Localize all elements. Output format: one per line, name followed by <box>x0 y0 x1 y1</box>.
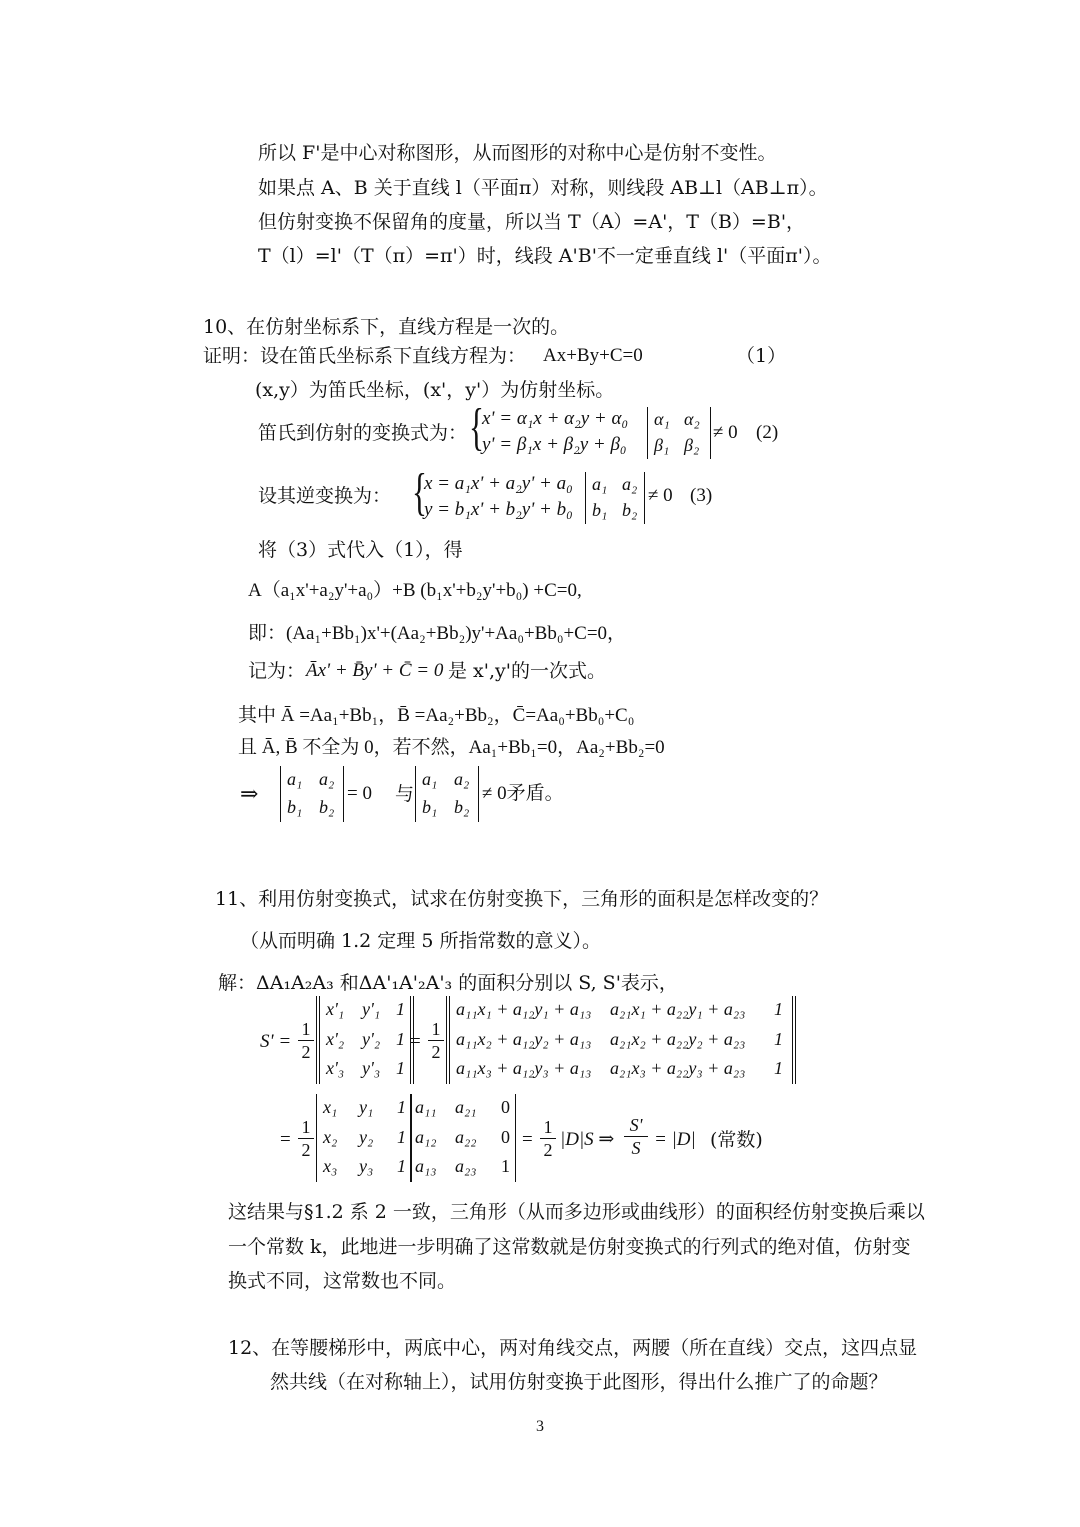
det-cell: a₂₁x₂ + a₂₂y₂ + a₂₃ <box>610 1029 746 1049</box>
det-cell: y₁ <box>359 1097 374 1117</box>
det-cell: a₁₃ <box>415 1156 437 1176</box>
problem-10-title: 10、在仿射坐标系下，直线方程是一次的。 <box>203 316 570 338</box>
area-determinant-a <box>410 1094 516 1182</box>
det-cell: y'₂ <box>362 1029 381 1049</box>
det-cell: x'₁ <box>326 999 345 1019</box>
det-cell: x'₃ <box>326 1058 345 1078</box>
problem-11-title: 11、利用仿射变换式，试求在仿射变换下，三角形的面积是怎样改变的？ <box>215 888 829 910</box>
fraction-denominator: 2 <box>543 1140 553 1160</box>
det-cell: b₁ <box>422 797 438 817</box>
fraction-numerator: 1 <box>298 1116 314 1139</box>
problem-12-line: 然共线（在对称轴上），试用仿射变换于此图形，得出什么推广了的命题？ <box>270 1371 888 1393</box>
ne-zero: ≠ 0 <box>713 422 738 443</box>
not-all-zero-line: 且 Ā, B̄ 不全为 0，若不然，Aa₁+Bb₁=0，Aa₂+Bb₂=0 <box>238 737 665 758</box>
det-cell: b₂ <box>454 797 470 817</box>
result-middle: |D|S ⇒ <box>560 1129 615 1150</box>
det-cell: 1 <box>774 1058 783 1078</box>
fraction-half <box>540 1116 556 1161</box>
det-cell: α₁ <box>654 409 670 429</box>
collected-equation: 即：(Aa₁+Bb₁)x'+(Aa₂+Bb₂)y'+Aa₀+Bb₀+C=0， <box>248 623 627 644</box>
det-cell: a₂₁ <box>455 1097 477 1117</box>
inverse-label: 设其逆变换为： <box>258 485 392 507</box>
det-cell: 1 <box>774 1029 783 1049</box>
coords-note: (x,y）为笛氏坐标，(x'，y'）为仿射坐标。 <box>255 379 615 401</box>
inverse-row-2: y = b₁x' + b₂y' + b₀ <box>424 499 573 520</box>
fraction-half <box>428 1018 444 1063</box>
fraction-denominator: 2 <box>301 1140 311 1160</box>
page-number: 3 <box>536 1418 544 1435</box>
equation-1: Ax+By+C=0 <box>543 345 643 366</box>
result-end: = |D| <box>654 1129 696 1150</box>
text-line: 将（3）式代入（1），得 <box>258 539 463 561</box>
det-cell: 1 <box>396 1029 405 1049</box>
det-cell: a₁₁x₃ + a₁₂y₃ + a₁₃ <box>456 1058 592 1078</box>
problem-11-subtitle: （从而明确 1.2 定理 5 所指常数的意义）。 <box>240 930 601 952</box>
det-cell: a₁ <box>422 769 438 789</box>
det-cell: a₁₁ <box>415 1097 437 1117</box>
det-cell: a₁ <box>287 769 303 789</box>
det-cell: 1 <box>774 999 783 1019</box>
ratio-fraction <box>624 1114 648 1159</box>
text-line: T（l）=l'（T（π）=π'）时，线段 A'B'不一定垂直线 l'（平面π'）。 <box>258 245 832 267</box>
det-cell: a₂ <box>454 769 470 789</box>
det-cell: b₂ <box>622 500 638 520</box>
inverse-determinant <box>415 766 479 822</box>
denote-equation: Āx' + B̄y' + C̄ = 0 <box>306 660 444 681</box>
det-cell: b₁ <box>287 797 303 817</box>
transform-label: 笛氏到仿射的变换式为： <box>258 422 468 444</box>
det-cell: 1 <box>397 1156 406 1176</box>
det-cell: β₂ <box>684 435 700 455</box>
fraction-numerator: 1 <box>540 1116 556 1139</box>
det-cell: 0 <box>501 1127 510 1147</box>
det-cell: b₁ <box>592 500 608 520</box>
solution-intro: 解：ΔA₁A₂A₃ 和ΔA'₁A'₂A'₃ 的面积分别以 S, S'表示， <box>218 972 678 994</box>
transform-row-2: y' = β₁x + β₂y + β₀ <box>482 434 627 455</box>
det-cell: x₁ <box>323 1097 338 1117</box>
proof-intro: 证明：设在笛氏坐标系下直线方程为： <box>203 345 527 367</box>
det-cell: a₂ <box>319 769 335 789</box>
det-cell: a₁₁x₁ + a₁₂y₁ + a₁₃ <box>456 999 592 1019</box>
denote-tail: 是 x',y'的一次式。 <box>448 660 606 682</box>
det-cell: y'₃ <box>362 1058 381 1078</box>
det-cell: y₂ <box>359 1127 374 1147</box>
ne-zero: ≠ 0 <box>648 485 673 506</box>
det-cell: 1 <box>397 1097 406 1117</box>
equation-tag: (2) <box>756 422 779 443</box>
area-determinant-x <box>316 1094 412 1182</box>
fraction-denominator: 2 <box>431 1042 441 1062</box>
det-cell: a₂₂ <box>455 1127 477 1147</box>
inverse-determinant <box>280 766 344 822</box>
area-determinant-expanded <box>446 996 796 1084</box>
fraction-half <box>298 1116 314 1161</box>
equation-tag: （1） <box>736 345 787 367</box>
inverse-row-1: x = a₁x' + a₂y' + a₀ <box>424 473 573 494</box>
equation-tag: (3) <box>690 485 713 506</box>
det-cell: a₁ <box>592 474 608 494</box>
det-cell: y₃ <box>359 1156 374 1176</box>
constant-note: (常数) <box>710 1129 763 1151</box>
conclusion-line: 这结果与§1.2 系 2 一致，三角形（从而多边形或曲线形）的面积经仿射变换后乘以 <box>228 1201 925 1223</box>
transform-row-1: x' = α₁x + α₂y + α₀ <box>482 408 629 429</box>
fraction-numerator: 1 <box>428 1018 444 1041</box>
fraction-denominator: 2 <box>301 1042 311 1062</box>
area-determinant-prime <box>316 996 414 1084</box>
ratio-numerator: S' <box>624 1114 648 1137</box>
det-cell: a₂ <box>622 474 638 494</box>
ratio-denominator: S <box>631 1138 641 1158</box>
brace-icon: { <box>468 399 484 456</box>
det-cell: 1 <box>397 1127 406 1147</box>
conclusion-line: 一个常数 k，此地进一步明确了这常数就是仿射变换式的行列式的绝对值，仿射变 <box>228 1236 911 1258</box>
text-line: 但仿射变换不保留角的度量，所以当 T（A）=A'，T（B）=B'， <box>258 211 806 233</box>
text-line: 如果点 A、B 关于直线 l（平面π）对称，则线段 AB⊥l（AB⊥π）。 <box>258 177 828 199</box>
conclusion-line: 换式不同，这常数也不同。 <box>228 1270 457 1292</box>
equals: = <box>410 1031 421 1052</box>
lhs: S' = <box>260 1031 292 1052</box>
text-line: 所以 F'是中心对称图形，从而图形的对称中心是仿射不变性。 <box>258 142 777 164</box>
det-cell: 1 <box>396 999 405 1019</box>
where-line: 其中 Ā =Aa₁+Bb₁，B̄ =Aa₂+Bb₂，C̄=Aa₀+Bb₀+C₀ <box>238 705 635 726</box>
det-cell: a₁₂ <box>415 1127 437 1147</box>
det-cell: x₃ <box>323 1156 338 1176</box>
det-cell: x'₂ <box>326 1029 345 1049</box>
equals: = <box>280 1129 291 1150</box>
det-cell: 0 <box>501 1097 510 1117</box>
and-word: 与 <box>395 783 415 805</box>
fraction-numerator: 1 <box>298 1018 314 1041</box>
det-cell: x₂ <box>323 1127 338 1147</box>
det-cell: a₂₁x₁ + a₂₂y₁ + a₂₃ <box>610 999 746 1019</box>
det-cell: β₁ <box>654 435 670 455</box>
det-cell: 1 <box>396 1058 405 1078</box>
inverse-determinant <box>585 472 645 524</box>
implies-icon: ⇒ <box>240 781 259 806</box>
transform-determinant <box>647 407 711 459</box>
det-cell: a₂₁x₃ + a₂₂y₃ + a₂₃ <box>610 1058 746 1078</box>
eq-zero: = 0 <box>347 783 372 804</box>
det-cell: α₂ <box>684 409 700 429</box>
det-cell: b₂ <box>319 797 335 817</box>
det-cell: y'₁ <box>362 999 381 1019</box>
det-cell: 1 <box>501 1156 510 1176</box>
denote-label: 记为： <box>248 660 306 682</box>
contradiction: ≠ 0矛盾。 <box>482 783 564 804</box>
det-cell: a₁₁x₂ + a₁₂y₂ + a₁₃ <box>456 1029 592 1049</box>
det-cell: a₂₃ <box>455 1156 477 1176</box>
expanded-equation: A（a₁x'+a₂y'+a₀）+B (b₁x'+b₂y'+b₀) +C=0, <box>248 580 582 601</box>
fraction-half <box>298 1018 314 1063</box>
equals: = <box>522 1129 533 1150</box>
brace-icon: { <box>411 464 427 521</box>
problem-12-line: 12、在等腰梯形中，两底中心，两对角线交点，两腰（所在直线）交点，这四点显 <box>228 1337 918 1359</box>
